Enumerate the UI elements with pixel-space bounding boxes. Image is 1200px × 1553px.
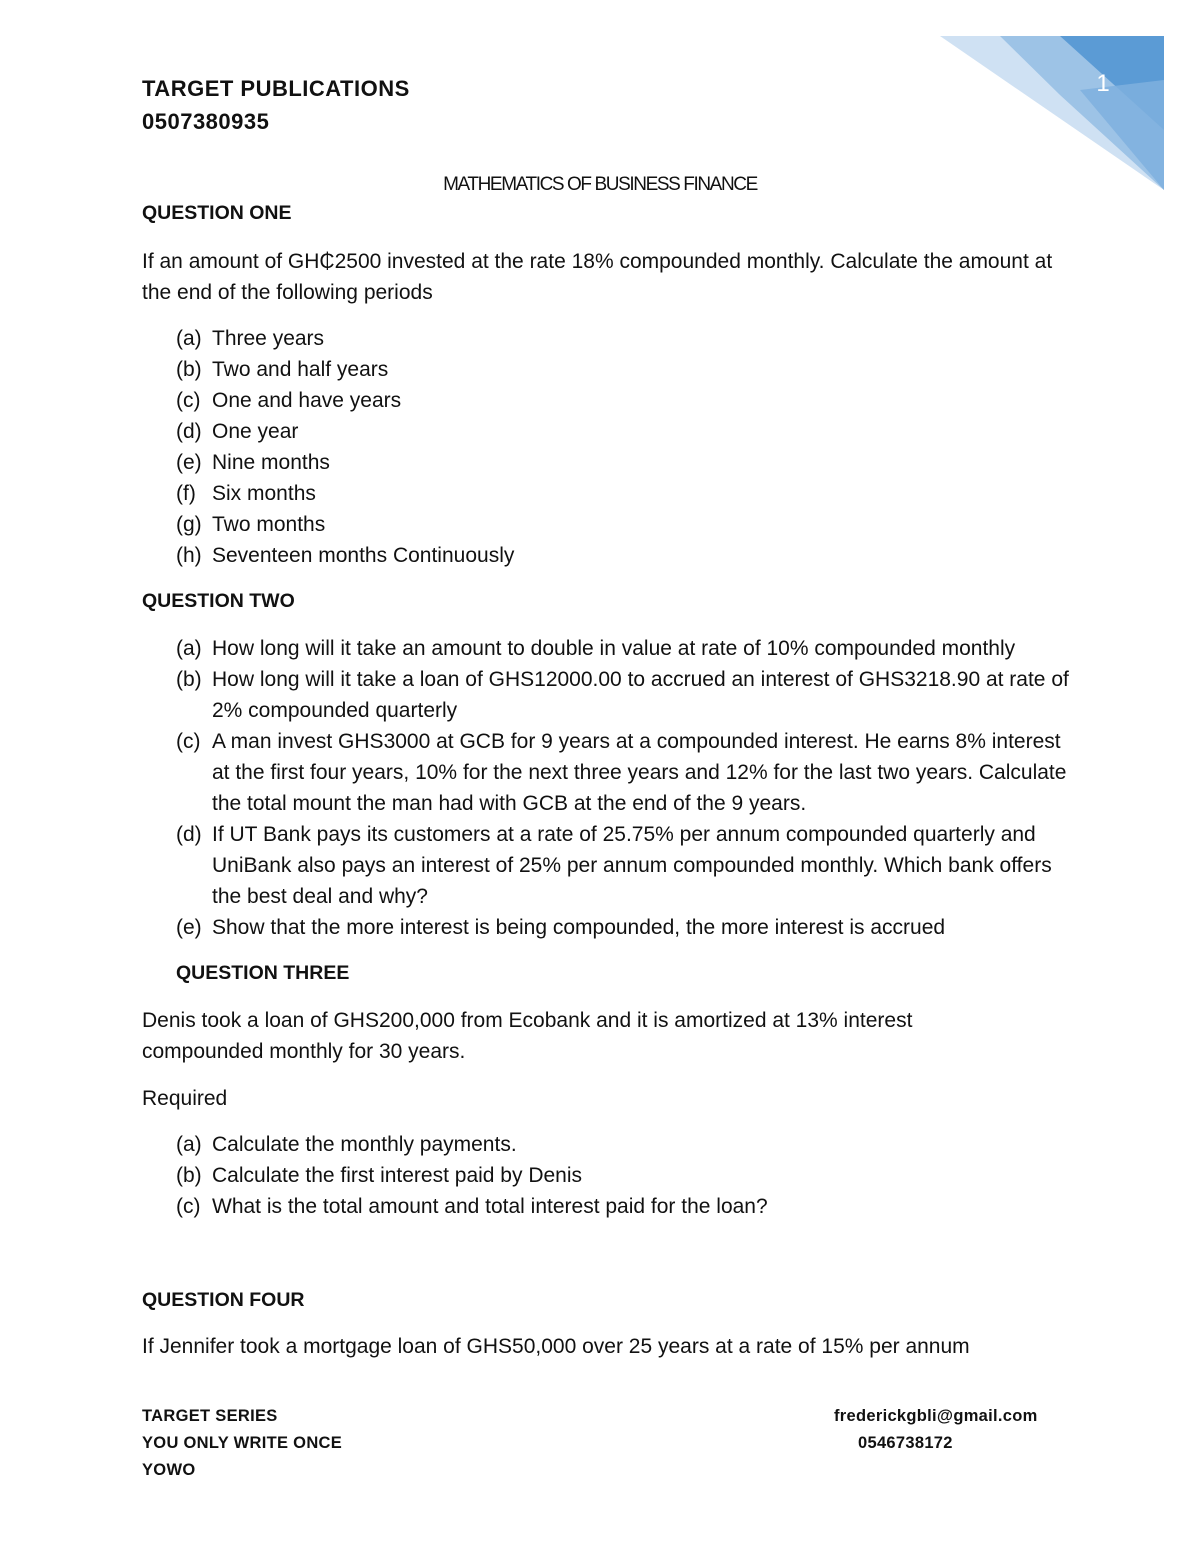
- list-marker: (b): [176, 358, 202, 381]
- required-label: Required: [142, 1087, 228, 1110]
- list-item-text: Seventeen months Continuously: [212, 544, 515, 567]
- list-item-text: Nine months: [212, 451, 330, 474]
- footer-slogan: YOU ONLY WRITE ONCE: [142, 1434, 343, 1452]
- list-item: [176, 478, 1076, 509]
- list-item: [176, 1129, 1076, 1160]
- list-item-text: Calculate the first interest paid by Denis: [212, 1164, 583, 1187]
- list-item-text: How long will it take an amount to double in value at rate of 10% compounded monthly: [212, 637, 1016, 660]
- list-item-text: Show that the more interest is being compounded, the more interest is accrued: [212, 916, 946, 939]
- list-marker: (b): [176, 668, 202, 691]
- list-item-text: Calculate the monthly payments.: [212, 1133, 517, 1156]
- list-item-text: One and have years: [212, 389, 402, 412]
- list-marker: (c): [176, 1195, 201, 1218]
- footer-series: TARGET SERIES: [142, 1407, 278, 1425]
- list-item: [176, 416, 1076, 447]
- list-item-text: What is the total amount and total interest paid for the loan?: [212, 1195, 768, 1218]
- question-three-list: [176, 1129, 1076, 1222]
- list-item: [176, 540, 1076, 571]
- question-two-heading: QUESTION TWO: [142, 590, 295, 612]
- question-two-list: [176, 633, 1076, 943]
- list-item: [176, 323, 1076, 354]
- list-item: [176, 819, 1076, 912]
- footer-yowo: YOWO: [142, 1461, 196, 1479]
- list-marker: (a): [176, 637, 202, 660]
- list-marker: (c): [176, 730, 201, 753]
- list-marker: (c): [176, 389, 201, 412]
- footer-phone: 0546738172: [858, 1434, 953, 1452]
- list-marker: (e): [176, 916, 202, 939]
- list-item: [176, 633, 1076, 664]
- publisher-phone: 0507380935: [142, 109, 270, 134]
- list-item: [176, 447, 1076, 478]
- list-marker: (f): [176, 482, 196, 505]
- list-marker: (h): [176, 544, 202, 567]
- list-marker: (g): [176, 513, 202, 536]
- question-one-list: [176, 323, 1076, 571]
- list-item: [176, 385, 1076, 416]
- question-one-text: If an amount of GH₵2500 invested at the rate 18% compounded monthly. Calculate the amount at the end of the following periods: [142, 250, 1053, 304]
- question-three-heading: QUESTION THREE: [176, 962, 350, 984]
- list-item-text: If UT Bank pays its customers at a rate of 25.75% per annum compounded quarterly and UniBank also pays an interest of 25% per annum compounded monthly. Which bank offers the best deal and why?: [212, 823, 1052, 908]
- list-item-text: Six months: [212, 482, 316, 505]
- footer-email: frederickgbli@gmail.com: [834, 1407, 1038, 1425]
- list-marker: (a): [176, 1133, 202, 1156]
- list-item-text: How long will it take a loan of GHS12000.00 to accrued an interest of GHS3218.90 at rate of 2% compounded quarterly: [212, 668, 1069, 722]
- list-marker: (d): [176, 420, 202, 443]
- list-marker: (d): [176, 823, 202, 846]
- list-item-text: A man invest GHS3000 at GCB for 9 years at a compounded interest. He earns 8% interest at the first four years, 10% for the next three years and 12% for the last two years. Calculate the total mount the man had with GCB at the end of the 9 years.: [212, 730, 1067, 815]
- question-four-heading: QUESTION FOUR: [142, 1289, 305, 1311]
- list-marker: (a): [176, 327, 202, 350]
- list-item: [176, 509, 1076, 540]
- list-item: [176, 354, 1076, 385]
- publisher-name: TARGET PUBLICATIONS: [142, 76, 410, 101]
- list-marker: (b): [176, 1164, 202, 1187]
- list-item: [176, 912, 1076, 943]
- question-four-text: If Jennifer took a mortgage loan of GHS50,000 over 25 years at a rate of 15% per annum: [142, 1335, 970, 1358]
- list-item-text: Two and half years: [212, 358, 389, 381]
- question-three-text: Denis took a loan of GHS200,000 from Ecobank and it is amortized at 13% interest compounded monthly for 30 years.: [142, 1009, 913, 1063]
- page-title: MATHEMATICS OF BUSINESS FINANCE: [443, 174, 757, 195]
- list-item: [176, 664, 1076, 726]
- list-marker: (e): [176, 451, 202, 474]
- list-item: [176, 726, 1076, 819]
- list-item-text: Three years: [212, 327, 325, 350]
- page-number: 1: [1096, 70, 1110, 97]
- list-item: [176, 1160, 1076, 1191]
- list-item-text: One year: [212, 420, 299, 443]
- list-item-text: Two months: [212, 513, 326, 536]
- question-one-heading: QUESTION ONE: [142, 202, 292, 224]
- list-item: [176, 1191, 1076, 1222]
